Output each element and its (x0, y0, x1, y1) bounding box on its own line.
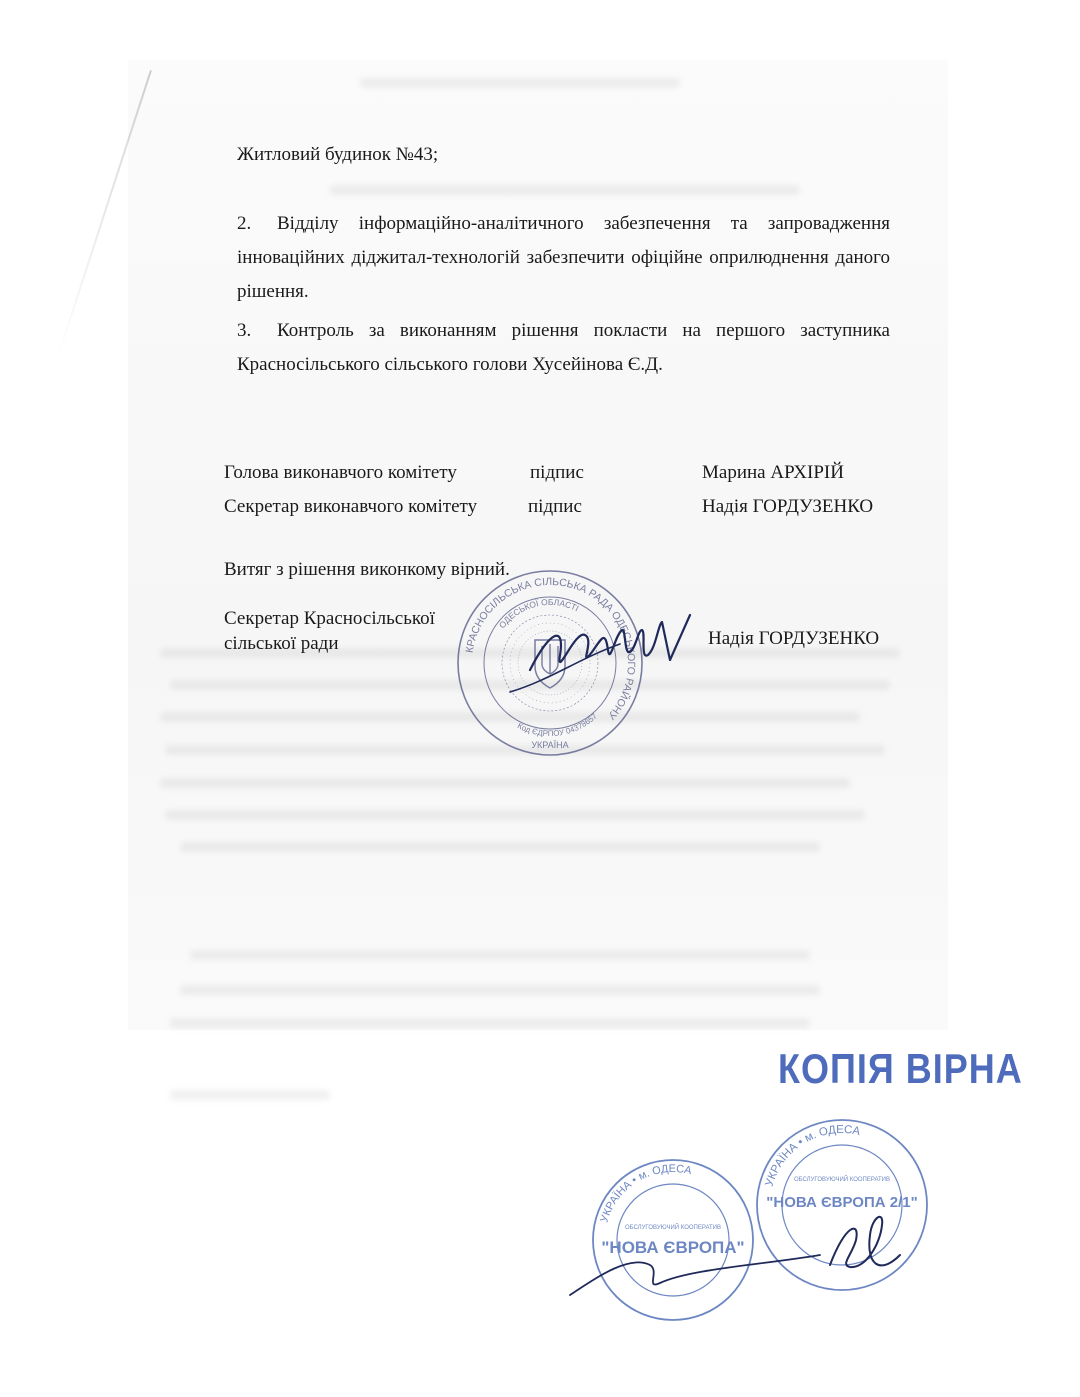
coop-seal-1-small-text: ОБСЛУГОВУЮЧИЙ КООПЕРАТИВ (625, 1225, 721, 1231)
coop-seal-2-big-text: "НОВА ЄВРОПА 2/1" (766, 1194, 918, 1211)
house-line: Житловий будинок №43; (237, 144, 439, 165)
signature-sign-2: підпис (528, 496, 582, 517)
copy-verified-stamp: КОПІЯ ВІРНА (778, 1045, 1023, 1093)
extract-note: Витяг з рішення виконкому вірний. (224, 559, 510, 580)
signature-name-2: Надія ГОРДУЗЕНКО (702, 496, 874, 517)
coop-seal-2-top-text: УКРАЇНА • м. ОДЕСА (763, 1123, 862, 1189)
seal-outer-text: КРАСНОСІЛЬСЬКА СІЛЬСЬКА РАДА ОДЕСЬКОГО РАЙОНУ (463, 575, 638, 722)
item-3-text: Контроль за виконанням рішення покласти на першого заступника Красносільського сільського голови Хусейінова Є.Д. (237, 320, 890, 375)
seal-inner-text: ОДЕСЬКОЇ ОБЛАСТІ (496, 596, 581, 631)
signature-title-1: Голова виконавчого комітету (224, 462, 457, 483)
item-3-number: 3. (237, 320, 252, 341)
item-2-number: 2. (237, 213, 252, 234)
seal-code-text: Код ЄДРПОУ 04378657 (515, 711, 599, 739)
secretary-title-line-2: сільської ради (224, 633, 339, 654)
signature-sign-1: підпис (530, 462, 584, 483)
coop-seal-1-top-text: УКРАЇНА • м. ОДЕСА (598, 1162, 693, 1225)
document-sheet (128, 60, 948, 1030)
seal-bottom-text: УКРАЇНА (531, 740, 569, 750)
coop-seal-2-small-text: ОБСЛУГОВУЮЧИЙ КООПЕРАТИВ (794, 1177, 890, 1183)
item-2-text: Відділу інформаційно-аналітичного забезпечення та запровадження інноваційних діджитал-технологій забезпечити офіційне оприлюднення даного рішення. (237, 213, 890, 302)
cooperative-signature (560, 1195, 920, 1315)
signature-title-2: Секретар виконавчого комітету (224, 496, 478, 517)
secretary-title-line-1: Секретар Красносільської (224, 608, 435, 629)
secretary-name: Надія ГОРДУЗЕНКО (708, 628, 880, 649)
secretary-signature (490, 600, 710, 710)
coop-seal-1-big-text: "НОВА ЄВРОПА" (601, 1238, 745, 1257)
signature-name-1: Марина АРХІРІЙ (702, 462, 844, 483)
